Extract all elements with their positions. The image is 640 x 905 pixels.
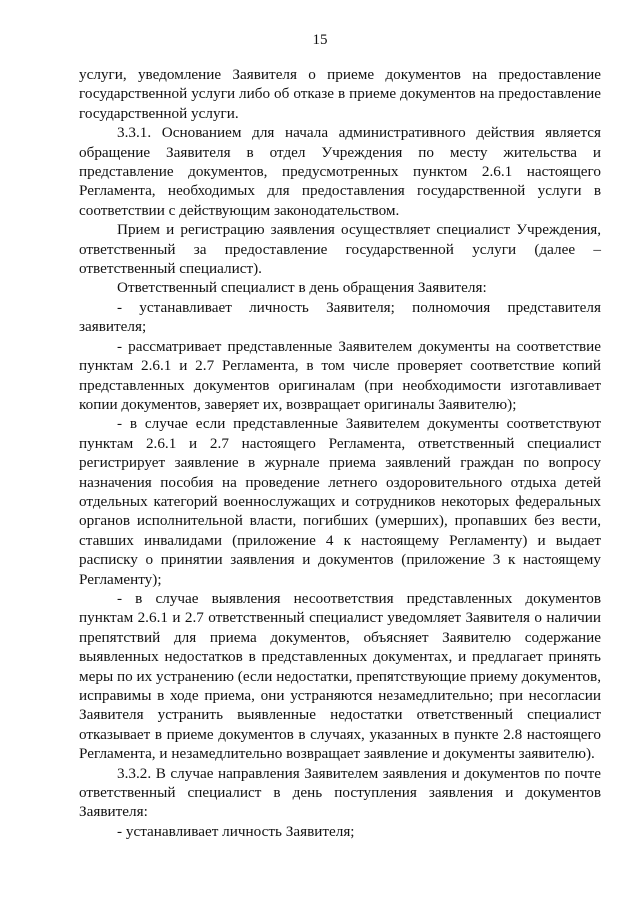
list-item-registration: - в случае если представленные Заявителем документы соответствуют пунктам 2.6.1 и 2.7 настоящего Регламента, ответственный специалист регистрирует заявление в журнале приема заявлений граждан по вопросу назначения пособия на проведение летнего оздоровительного отдыха детей отдельных категорий военнослужащих и сотрудников некоторых федеральных органов исполнительной власти, погибших (умерших), пропавших без вести, ставших инвалидами (приложение 4 к настоящему Регламенту) и выдает расписку о принятии заявления и документов (приложение 3 к настоящему Регламенту); bbox=[79, 415, 601, 588]
document-body bbox=[79, 65, 601, 841]
page-number: 15 bbox=[312, 32, 328, 48]
list-item-identity: - устанавливает личность Заявителя; полномочия представителя заявителя; bbox=[79, 298, 601, 336]
paragraph-3-3-2: 3.3.2. В случае направления Заявителем заявления и документов по почте ответственный специалист в день поступления заявления и документов Заявителя: bbox=[79, 764, 601, 821]
list-item-mismatch: - в случае выявления несоответствия представленных документов пунктам 2.6.1 и 2.7 ответственный специалист уведомляет Заявителя о наличии препятствий для приема документов, объясняет Заявителю содержание выявленных недостатков в представленных документах, и предлагает принять меры по их устранению (если недостатки, препятствующие приему документов, исправимы в ходе приема, они устраняются незамедлительно; при несогласии Заявителя устранить выявленные недостатки ответственный специалист отказывает в приеме документов в случаях, указанных в пункте 2.8 настоящего Регламента, и незамедлительно возвращает заявление и документы заявителю). bbox=[79, 589, 601, 763]
list-item-review: - рассматривает представленные Заявителем документы на соответствие пунктам 2.6.1 и 2.7 Регламента, в том числе проверяет соответствие копий представленных документов оригиналам (при необходимости изготавливает копии документов, заверяет их, возвращает оригиналы Заявителю); bbox=[79, 337, 601, 413]
paragraph-continuation: услуги, уведомление Заявителя о приеме документов на предоставление государственной услуги либо об отказе в приеме документов на предоставление государственной услуги. bbox=[79, 66, 601, 122]
paragraph-reception: Прием и регистрацию заявления осуществляет специалист Учреждения, ответственный за предоставление государственной услуги (далее – ответственный специалист). bbox=[79, 221, 601, 278]
paragraph-3-3-1: 3.3.1. Основанием для начала административного действия является обращение Заявителя в отдел Учреждения по месту жительства и представление документов, предусмотренных пунктом 2.6.1 настоящего Регламента, необходимых для предоставления государственной услуги в соответствии с действующим законодательством. bbox=[79, 124, 601, 219]
list-item-identity-mail: - устанавливает личность Заявителя; bbox=[117, 822, 355, 840]
paragraph-specialist-duties: Ответственный специалист в день обращения Заявителя: bbox=[117, 279, 487, 297]
